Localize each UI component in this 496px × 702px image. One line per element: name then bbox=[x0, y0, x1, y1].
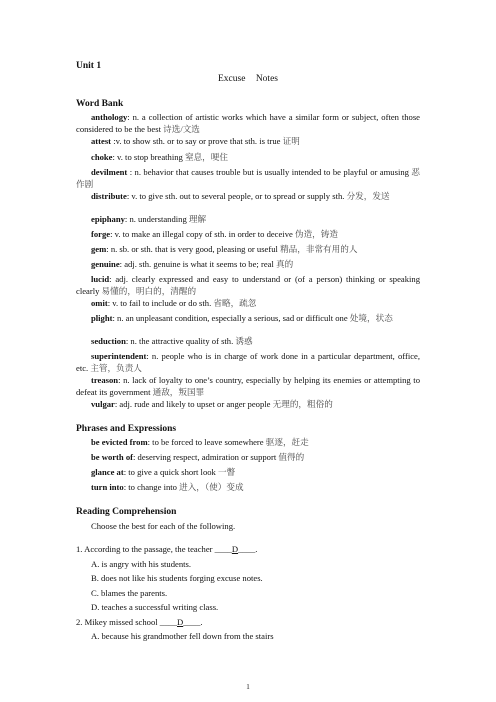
word-translation: 恶作剧 bbox=[76, 167, 420, 189]
word-term: lucid bbox=[91, 274, 110, 284]
word-definition: : n. behavior that causes trouble but is usually intended to be playful or amusing bbox=[127, 167, 409, 177]
word-definition: : n. sb. or sth. that is very good, pleasing or useful bbox=[106, 244, 278, 254]
word-entry bbox=[76, 259, 420, 271]
reading-heading: Reading Comprehension bbox=[76, 507, 177, 517]
option: A. is angry with his students. bbox=[91, 559, 192, 569]
word-term: superintendent bbox=[91, 351, 147, 361]
question-end: ____. bbox=[183, 617, 203, 627]
question-stem: 2. Mikey missed school ____ bbox=[76, 617, 177, 627]
page-title bbox=[0, 74, 496, 84]
phrase-entry bbox=[76, 452, 420, 464]
word-entry bbox=[76, 244, 420, 256]
word-definition: : adj. sth. genuine is what it seems to be; real bbox=[119, 259, 274, 269]
word-translation: 省略，疏忽 bbox=[213, 298, 257, 308]
phrase-translation: 值得的 bbox=[278, 452, 305, 462]
word-definition: :v. to show sth. or to say or prove that sth. is true bbox=[111, 136, 281, 146]
phrase-entry bbox=[76, 482, 420, 494]
word-translation: 处境，状态 bbox=[349, 313, 393, 323]
option: A. because his grandmother fell down from the stairs bbox=[91, 631, 274, 641]
word-term: forge bbox=[91, 229, 111, 239]
word-bank-heading: Word Bank bbox=[76, 99, 124, 109]
title-left: Excuse bbox=[218, 74, 246, 84]
word-translation: 无理的，粗俗的 bbox=[272, 399, 333, 409]
phrase-translation: 一瞥 bbox=[218, 467, 236, 477]
word-entry bbox=[76, 399, 420, 411]
word-entry bbox=[76, 112, 420, 135]
word-translation: 诗选/文选 bbox=[163, 123, 200, 134]
question-answer: D bbox=[176, 617, 184, 627]
word-translation: 通敌，叛国罪 bbox=[152, 386, 205, 397]
phrase-term: be worth of bbox=[91, 452, 134, 462]
word-translation: 诱惑 bbox=[235, 336, 253, 346]
question-stem: 1. According to the passage, the teacher ____ bbox=[76, 544, 232, 554]
word-definition: : n. lack of loyalty to one’s country, especially by helping its enemies or attempting to defeat its government bbox=[76, 375, 420, 397]
word-definition: : n. a collection of artistic works which have a similar form or subject, often those considered to be the best bbox=[76, 112, 420, 134]
word-entry bbox=[76, 351, 420, 374]
phrase-definition: : deserving respect, admiration or support bbox=[133, 452, 277, 462]
word-term: vulgar bbox=[91, 399, 115, 409]
phrase-term: glance at bbox=[91, 467, 124, 477]
phrase-term: be evicted from bbox=[91, 437, 148, 447]
phrases-heading: Phrases and Expressions bbox=[76, 424, 177, 434]
word-entry bbox=[76, 375, 420, 398]
word-term: gem bbox=[91, 244, 107, 254]
word-translation: 理解 bbox=[188, 214, 207, 224]
word-translation: 伪造，铸造 bbox=[294, 229, 338, 239]
reading-instruction: Choose the best for each of the following. bbox=[91, 521, 236, 531]
option: B. does not like his students forging excuse notes. bbox=[91, 573, 263, 583]
word-definition: : n. an unpleasant condition, especially a serious, sad or difficult one bbox=[112, 313, 348, 323]
word-entry bbox=[76, 136, 420, 148]
word-definition: : n. the attractive quality of sth. bbox=[125, 336, 234, 346]
word-definition: : v. to give sth. out to several people, or to spread or supply sth. bbox=[126, 191, 345, 201]
word-term: anthology bbox=[91, 112, 128, 122]
word-translation: 证明 bbox=[282, 136, 300, 146]
question-answer: D bbox=[231, 544, 239, 554]
option: D. teaches a successful writing class. bbox=[91, 602, 219, 612]
page-number: 1 bbox=[246, 683, 250, 691]
word-term: choke bbox=[91, 152, 113, 162]
word-entry bbox=[76, 167, 420, 190]
word-translation: 主管，负责人 bbox=[90, 362, 142, 373]
option: C. blames the parents. bbox=[91, 588, 168, 598]
unit-label: Unit 1 bbox=[76, 61, 102, 71]
phrase-entry bbox=[76, 437, 420, 449]
phrase-translation: 驱逐，赶走 bbox=[265, 437, 309, 447]
phrase-entry bbox=[76, 467, 420, 479]
question-2 bbox=[76, 617, 203, 629]
phrase-translation: 进入，（使）变成 bbox=[179, 482, 244, 492]
word-term: omit bbox=[91, 298, 108, 308]
word-term: devilment bbox=[91, 167, 128, 177]
word-entry bbox=[76, 191, 420, 203]
word-term: genuine bbox=[91, 259, 120, 269]
word-definition: : adj. rude and likely to upset or anger people bbox=[114, 399, 271, 409]
word-entry bbox=[76, 336, 420, 348]
question-end: ____. bbox=[238, 544, 258, 554]
word-entry bbox=[76, 274, 420, 297]
phrase-definition: : to give a quick short look bbox=[123, 467, 216, 477]
phrase-term: turn into bbox=[91, 482, 124, 492]
word-translation: 窒息，哽住 bbox=[184, 152, 228, 162]
word-translation: 真的 bbox=[276, 259, 294, 269]
word-entry bbox=[76, 229, 420, 241]
word-definition: : n. understanding bbox=[124, 214, 187, 224]
word-definition: : v. to stop breathing bbox=[112, 152, 183, 162]
word-entry bbox=[76, 152, 420, 164]
word-term: epiphany bbox=[91, 214, 125, 224]
word-translation: 分发，发送 bbox=[346, 191, 390, 201]
word-definition: : n. people who is in charge of work done in a particular department, office, etc. bbox=[76, 351, 420, 373]
word-entry bbox=[76, 214, 420, 226]
word-term: distribute bbox=[91, 191, 127, 201]
word-term: seduction bbox=[91, 336, 126, 346]
word-entry bbox=[76, 298, 420, 310]
title-right: Notes bbox=[255, 74, 278, 84]
phrase-definition: : to change into bbox=[123, 482, 177, 492]
word-definition: : v. to make an illegal copy of sth. in order to deceive bbox=[110, 229, 293, 239]
word-term: treason bbox=[91, 375, 119, 385]
word-definition: : adj. clearly expressed and easy to understand or (of a person) thinking or speaking clearly bbox=[76, 274, 420, 296]
word-term: plight bbox=[91, 313, 113, 323]
word-translation: 精品，非常有用的人 bbox=[280, 244, 358, 254]
word-definition: : v. to fail to include or do sth. bbox=[107, 298, 212, 308]
word-translation: 易懂的，明白的，清醒的 bbox=[101, 285, 197, 296]
question-1 bbox=[76, 544, 257, 556]
word-entry bbox=[76, 313, 420, 325]
phrase-definition: : to be forced to leave somewhere bbox=[147, 437, 264, 447]
word-term: attest bbox=[91, 136, 112, 146]
